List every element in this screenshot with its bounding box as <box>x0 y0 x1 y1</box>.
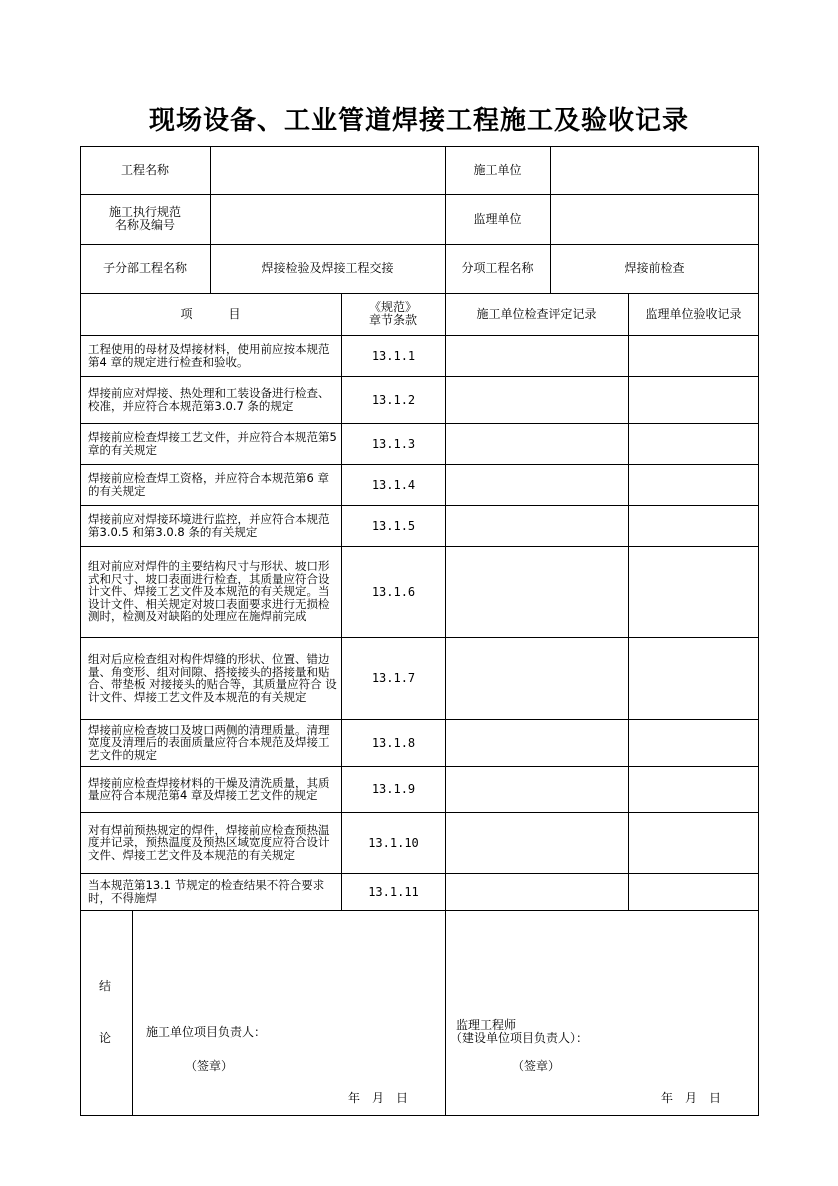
table-row-item: 组对后应检查组对构件焊缝的形状、位置、错边量、角变形、组对间隙、搭接接头的搭接量和贴合、带垫板 对接接头的贴合等，其质量应符合 设计文件、焊接工艺文件及本规范的有关规定 <box>88 652 337 704</box>
subdivision-value: 焊接检验及焊接工程交接 <box>261 261 394 275</box>
table-row-item: 焊接前应检查坡口及坡口两侧的清理质量。清理宽度及清理后的表面质量应符合本规范及焊接工艺文件的规定 <box>88 722 330 762</box>
table-row-code: 13.1.10 <box>368 835 419 850</box>
table-row-code: 13.1.9 <box>371 782 416 796</box>
contractor-field[interactable] <box>550 146 759 194</box>
table-row-item: 焊接前应对焊接、热处理和工装设备进行检查、校准，并应符合本规范第3.0.7 条的规定 <box>88 386 330 413</box>
supervisor-field[interactable] <box>550 194 759 244</box>
table-row-item: 对有焊前预热规定的焊件，焊接前应检查预热温度并记录，预热温度及预热区域宽度应符合设计文件、焊接工艺文件及本规范的有关规定 <box>88 822 330 862</box>
subitem-value: 焊接前检查 <box>624 261 685 275</box>
col-spec-line1: 《规范》 <box>368 300 417 314</box>
spec-field[interactable] <box>210 194 445 244</box>
contractor-sign-label: 施工单位项目负责人： <box>146 1025 267 1039</box>
spec-label <box>80 194 210 244</box>
contractor-label: 施工单位 <box>473 162 522 177</box>
table-row-item: 组对前应对焊件的主要结构尺寸与形状、坡口形式和尺寸、坡口表面进行检查，其质量应符合设计文件、焊接工艺文件及本规范的有关规定。当设计文件、相关规定对坡口表面要求进行无损检测时，检测及对缺陷的处理应在施焊前完成 <box>88 559 330 624</box>
contractor-date: 年 月 日 <box>348 1091 409 1105</box>
spec-label-line1: 施工执行规范 <box>108 205 181 219</box>
contractor-seal: （签章） <box>185 1059 234 1073</box>
table-row-code: 13.1.11 <box>368 884 419 899</box>
table-row-code: 13.1.2 <box>371 392 416 407</box>
col-item: 项 目 <box>180 306 241 321</box>
table-row-item: 焊接前应对焊接环境进行监控，并应符合本规范第3.0.5 和第3.0.8 条的有关规定 <box>88 512 330 539</box>
spec-label-line2: 名称及编号 <box>114 218 175 232</box>
project-name-label: 工程名称 <box>120 162 169 177</box>
table-row-code: 13.1.1 <box>371 348 416 363</box>
supervisor-sign-line2: （建设单位项目负责人）： <box>450 1031 589 1045</box>
supervisor-label: 监理单位 <box>473 211 522 226</box>
table-row-code: 13.1.6 <box>371 584 416 599</box>
project-name-field[interactable] <box>210 146 445 194</box>
col-contractor-record: 施工单位检查评定记录 <box>476 306 597 321</box>
conclusion-label-bottom: 论 <box>99 1031 112 1045</box>
table-row-item: 焊接前应检查焊接工艺文件，并应符合本规范第5 章的有关规定 <box>88 430 337 457</box>
table-row-item: 焊接前应检查焊接材料的干燥及清洗质量，其质量应符合本规范第4 章及焊接工艺文件的规定 <box>88 775 330 802</box>
table-row-code: 13.1.7 <box>371 671 416 685</box>
table-row-code: 13.1.5 <box>371 518 416 533</box>
col-spec <box>341 293 445 335</box>
table-row-item: 当本规范第13.1 节规定的检查结果不符合要求时，不得施焊 <box>88 878 325 905</box>
col-supervisor-record: 监理单位验收记录 <box>645 306 742 321</box>
subdivision-label: 子分部工程名称 <box>102 261 187 275</box>
table-row-code: 13.1.3 <box>371 436 416 451</box>
supervisor-date: 年 月 日 <box>661 1091 722 1105</box>
page-title: 现场设备、工业管道焊接工程施工及验收记录 <box>148 106 689 136</box>
table-row-item: 工程使用的母材及焊接材料，使用前应按本规范第4 章的规定进行检查和验收。 <box>88 342 330 369</box>
col-spec-line2: 章节条款 <box>368 313 417 327</box>
supervisor-sign-line1: 监理工程师 <box>456 1018 517 1032</box>
table-row-code: 13.1.8 <box>371 735 416 750</box>
supervisor-seal: （签章） <box>512 1059 561 1073</box>
conclusion-label-top: 结 <box>99 979 112 993</box>
subitem-label: 分项工程名称 <box>461 261 534 275</box>
table-row-code: 13.1.4 <box>371 477 416 492</box>
table-row-item: 焊接前应检查焊工资格，并应符合本规范第6 章的有关规定 <box>88 471 329 498</box>
